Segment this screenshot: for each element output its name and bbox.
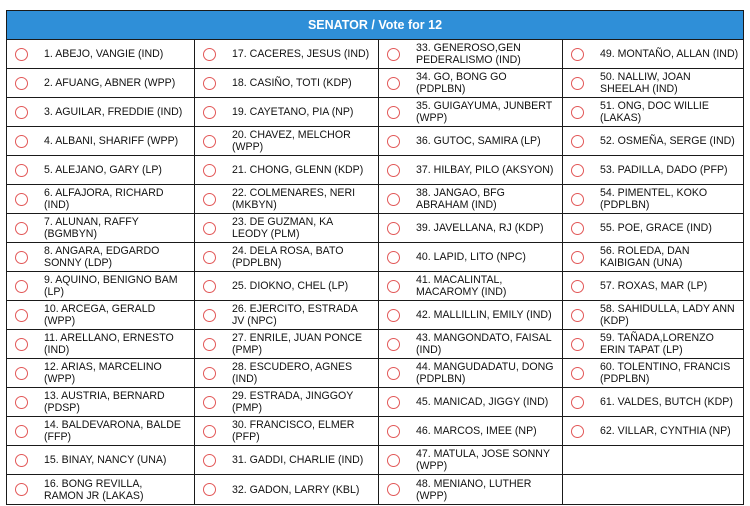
candidate-name: 36. GUTOC, SAMIRA (LP) bbox=[416, 135, 541, 147]
candidate-option[interactable] bbox=[195, 417, 379, 446]
candidate-option[interactable] bbox=[195, 243, 379, 272]
candidate-name: 11. ARELLANO, ERNESTO (IND) bbox=[44, 332, 174, 356]
vote-oval[interactable] bbox=[15, 483, 28, 496]
vote-oval[interactable] bbox=[571, 106, 584, 119]
candidate-option[interactable] bbox=[379, 417, 563, 446]
vote-oval[interactable] bbox=[203, 106, 216, 119]
candidate-name: 54. PIMENTEL, KOKO (PDPLBN) bbox=[600, 187, 708, 211]
candidate-option[interactable] bbox=[7, 156, 195, 185]
candidate-option[interactable] bbox=[7, 475, 195, 504]
candidate-name: 13. AUSTRIA, BERNARD (PDSP) bbox=[44, 390, 165, 414]
candidate-option[interactable] bbox=[563, 243, 743, 272]
vote-oval[interactable] bbox=[203, 280, 216, 293]
candidate-name: 12. ARIAS, MARCELINO (WPP) bbox=[44, 361, 162, 385]
candidate-name: 33. GENEROSO,GEN PEDERALISMO (IND) bbox=[416, 42, 521, 66]
candidate-name: 53. PADILLA, DADO (PFP) bbox=[600, 164, 728, 176]
vote-oval[interactable] bbox=[203, 251, 216, 264]
candidate-option[interactable] bbox=[563, 69, 743, 98]
vote-oval[interactable] bbox=[387, 135, 400, 148]
candidate-name: 23. DE GUZMAN, KA LEODY (PLM) bbox=[232, 216, 334, 240]
candidate-name: 47. MATULA, JOSE SONNY (WPP) bbox=[416, 448, 551, 472]
candidate-option[interactable] bbox=[563, 40, 743, 69]
vote-oval[interactable] bbox=[571, 135, 584, 148]
candidate-option[interactable] bbox=[195, 330, 379, 359]
vote-oval[interactable] bbox=[387, 164, 400, 177]
candidate-name: 57. ROXAS, MAR (LP) bbox=[600, 280, 708, 292]
vote-oval[interactable] bbox=[15, 135, 28, 148]
candidate-name: 55. POE, GRACE (IND) bbox=[600, 222, 712, 234]
vote-oval[interactable] bbox=[203, 164, 216, 177]
candidate-name: 34. GO, BONG GO (PDPLBN) bbox=[416, 71, 507, 95]
candidate-name: 9. AQUINO, BENIGNO BAM (LP) bbox=[44, 274, 178, 298]
candidate-option[interactable] bbox=[379, 185, 563, 214]
vote-oval[interactable] bbox=[203, 454, 216, 467]
candidate-option[interactable] bbox=[7, 214, 195, 243]
vote-oval[interactable] bbox=[15, 396, 28, 409]
vote-oval[interactable] bbox=[203, 483, 216, 496]
vote-oval[interactable] bbox=[387, 106, 400, 119]
empty-cell bbox=[563, 446, 743, 475]
candidate-option[interactable] bbox=[563, 156, 743, 185]
senator-ballot bbox=[6, 10, 744, 505]
vote-oval[interactable] bbox=[571, 396, 584, 409]
vote-oval[interactable] bbox=[203, 222, 216, 235]
vote-oval[interactable] bbox=[571, 77, 584, 90]
candidate-option[interactable] bbox=[379, 446, 563, 475]
candidate-name: 38. JANGAO, BFG ABRAHAM (IND) bbox=[416, 187, 505, 211]
candidate-option[interactable] bbox=[195, 359, 379, 388]
candidate-option[interactable] bbox=[195, 127, 379, 156]
candidate-option[interactable] bbox=[7, 446, 195, 475]
vote-oval[interactable] bbox=[203, 193, 216, 206]
candidate-option[interactable] bbox=[7, 417, 195, 446]
candidate-option[interactable] bbox=[195, 40, 379, 69]
candidate-option[interactable] bbox=[563, 388, 743, 417]
vote-oval[interactable] bbox=[15, 367, 28, 380]
vote-oval[interactable] bbox=[15, 425, 28, 438]
candidate-name: 37. HILBAY, PILO (AKSYON) bbox=[416, 164, 554, 176]
candidate-name: 24. DELA ROSA, BATO (PDPLBN) bbox=[232, 245, 344, 269]
vote-oval[interactable] bbox=[15, 48, 28, 61]
vote-oval[interactable] bbox=[571, 309, 584, 322]
candidate-name: 28. ESCUDERO, AGNES (IND) bbox=[232, 361, 353, 385]
vote-oval[interactable] bbox=[387, 280, 400, 293]
vote-oval[interactable] bbox=[387, 425, 400, 438]
candidate-name: 45. MANICAD, JIGGY (IND) bbox=[416, 396, 549, 408]
candidate-option[interactable] bbox=[7, 127, 195, 156]
vote-oval[interactable] bbox=[203, 425, 216, 438]
candidate-name: 8. ANGARA, EDGARDO SONNY (LDP) bbox=[44, 245, 160, 269]
candidate-name: 2. AFUANG, ABNER (WPP) bbox=[44, 77, 176, 89]
candidate-name: 40. LAPID, LITO (NPC) bbox=[416, 251, 526, 263]
vote-oval[interactable] bbox=[203, 48, 216, 61]
candidate-option[interactable] bbox=[7, 40, 195, 69]
vote-oval[interactable] bbox=[387, 483, 400, 496]
candidate-name: 35. GUIGAYUMA, JUNBERT (WPP) bbox=[416, 100, 553, 124]
candidate-option[interactable] bbox=[563, 272, 743, 301]
candidate-option[interactable] bbox=[7, 243, 195, 272]
vote-oval[interactable] bbox=[387, 396, 400, 409]
candidate-name: 52. OSMEÑA, SERGE (IND) bbox=[600, 135, 735, 147]
vote-oval[interactable] bbox=[15, 454, 28, 467]
candidate-option[interactable] bbox=[563, 417, 743, 446]
candidate-option[interactable] bbox=[563, 214, 743, 243]
candidate-name: 16. BONG REVILLA, RAMON JR (LAKAS) bbox=[44, 477, 144, 502]
vote-oval[interactable] bbox=[387, 367, 400, 380]
candidate-option[interactable] bbox=[195, 272, 379, 301]
candidate-option[interactable] bbox=[195, 69, 379, 98]
candidate-option[interactable] bbox=[379, 359, 563, 388]
candidate-option[interactable] bbox=[379, 40, 563, 69]
vote-oval[interactable] bbox=[571, 48, 584, 61]
vote-oval[interactable] bbox=[15, 338, 28, 351]
candidate-name: 4. ALBANI, SHARIFF (WPP) bbox=[44, 135, 179, 147]
vote-oval[interactable] bbox=[387, 251, 400, 264]
candidate-name: 58. SAHIDULLA, LADY ANN (KDP) bbox=[600, 303, 735, 327]
candidate-option[interactable] bbox=[7, 69, 195, 98]
vote-oval[interactable] bbox=[203, 309, 216, 322]
vote-oval[interactable] bbox=[387, 338, 400, 351]
vote-oval[interactable] bbox=[203, 396, 216, 409]
candidate-name: 25. DIOKNO, CHEL (LP) bbox=[232, 280, 349, 292]
vote-oval[interactable] bbox=[203, 367, 216, 380]
vote-oval[interactable] bbox=[571, 280, 584, 293]
candidate-name: 42. MALLILLIN, EMILY (IND) bbox=[416, 309, 552, 321]
candidate-option[interactable] bbox=[379, 388, 563, 417]
candidate-option[interactable] bbox=[379, 127, 563, 156]
candidate-option[interactable] bbox=[195, 214, 379, 243]
candidate-name: 18. CASIÑO, TOTI (KDP) bbox=[232, 77, 352, 89]
candidate-name: 17. CACERES, JESUS (IND) bbox=[232, 48, 370, 60]
candidate-option[interactable] bbox=[195, 475, 379, 504]
candidate-name: 59. TAÑADA,LORENZO ERIN TAPAT (LP) bbox=[600, 332, 714, 356]
candidate-option[interactable] bbox=[7, 388, 195, 417]
candidate-option[interactable] bbox=[379, 272, 563, 301]
vote-oval[interactable] bbox=[571, 367, 584, 380]
candidate-name: 61. VALDES, BUTCH (KDP) bbox=[600, 396, 733, 408]
candidate-name: 14. BALDEVARONA, BALDE (FFP) bbox=[44, 419, 181, 443]
candidate-name: 19. CAYETANO, PIA (NP) bbox=[232, 106, 354, 118]
candidate-name: 20. CHAVEZ, MELCHOR (WPP) bbox=[232, 129, 351, 153]
vote-oval[interactable] bbox=[387, 222, 400, 235]
vote-oval[interactable] bbox=[15, 164, 28, 177]
vote-oval[interactable] bbox=[387, 454, 400, 467]
candidate-name: 29. ESTRADA, JINGGOY (PMP) bbox=[232, 390, 354, 414]
candidate-option[interactable] bbox=[7, 330, 195, 359]
candidate-option[interactable] bbox=[195, 301, 379, 330]
vote-oval[interactable] bbox=[571, 338, 584, 351]
candidate-option[interactable] bbox=[379, 214, 563, 243]
candidate-grid bbox=[7, 40, 743, 504]
candidate-name: 48. MENIANO, LUTHER (WPP) bbox=[416, 477, 532, 502]
candidate-name: 30. FRANCISCO, ELMER (PFP) bbox=[232, 419, 355, 443]
candidate-option[interactable] bbox=[195, 185, 379, 214]
candidate-option[interactable] bbox=[195, 446, 379, 475]
candidate-option[interactable] bbox=[7, 98, 195, 127]
vote-oval[interactable] bbox=[15, 106, 28, 119]
vote-oval[interactable] bbox=[15, 193, 28, 206]
candidate-name: 3. AGUILAR, FREDDIE (IND) bbox=[44, 106, 183, 118]
candidate-option[interactable] bbox=[563, 127, 743, 156]
candidate-option[interactable] bbox=[7, 272, 195, 301]
candidate-option[interactable] bbox=[379, 98, 563, 127]
vote-oval[interactable] bbox=[203, 338, 216, 351]
candidate-name: 51. ONG, DOC WILLIE (LAKAS) bbox=[600, 100, 709, 124]
candidate-name: 44. MANGUDADATU, DONG (PDPLBN) bbox=[416, 361, 554, 385]
ballot-header bbox=[7, 11, 743, 40]
candidate-option[interactable] bbox=[379, 330, 563, 359]
candidate-name: 22. COLMENARES, NERI (MKBYN) bbox=[232, 187, 356, 211]
vote-oval[interactable] bbox=[15, 77, 28, 90]
candidate-name: 41. MACALINTAL, MACAROMY (IND) bbox=[416, 274, 507, 298]
candidate-name: 27. ENRILE, JUAN PONCE (PMP) bbox=[232, 332, 363, 356]
candidate-option[interactable] bbox=[7, 359, 195, 388]
empty-cell bbox=[563, 475, 743, 504]
candidate-option[interactable] bbox=[379, 243, 563, 272]
vote-oval[interactable] bbox=[15, 280, 28, 293]
candidate-name: 46. MARCOS, IMEE (NP) bbox=[416, 425, 537, 437]
candidate-option[interactable] bbox=[379, 156, 563, 185]
vote-oval[interactable] bbox=[571, 425, 584, 438]
candidate-option[interactable] bbox=[379, 301, 563, 330]
vote-oval[interactable] bbox=[203, 135, 216, 148]
candidate-name: 1. ABEJO, VANGIE (IND) bbox=[44, 48, 164, 60]
vote-oval[interactable] bbox=[15, 251, 28, 264]
candidate-option[interactable] bbox=[563, 330, 743, 359]
candidate-name: 50. NALLIW, JOAN SHEELAH (IND) bbox=[600, 71, 691, 95]
candidate-name: 6. ALFAJORA, RICHARD (IND) bbox=[44, 187, 164, 211]
vote-oval[interactable] bbox=[387, 309, 400, 322]
candidate-name: 39. JAVELLANA, RJ (KDP) bbox=[416, 222, 544, 234]
vote-oval[interactable] bbox=[571, 164, 584, 177]
candidate-option[interactable] bbox=[379, 69, 563, 98]
candidate-option[interactable] bbox=[563, 301, 743, 330]
candidate-option[interactable] bbox=[195, 388, 379, 417]
vote-oval[interactable] bbox=[571, 222, 584, 235]
candidate-option[interactable] bbox=[379, 475, 563, 504]
candidate-name: 5. ALEJANO, GARY (LP) bbox=[44, 164, 162, 176]
candidate-name: 15. BINAY, NANCY (UNA) bbox=[44, 454, 167, 466]
candidate-option[interactable] bbox=[7, 185, 195, 214]
candidate-name: 26. EJERCITO, ESTRADA JV (NPC) bbox=[232, 303, 358, 327]
candidate-name: 60. TOLENTINO, FRANCIS (PDPLBN) bbox=[600, 361, 731, 385]
candidate-name: 31. GADDI, CHARLIE (IND) bbox=[232, 454, 364, 466]
vote-oval[interactable] bbox=[15, 222, 28, 235]
vote-oval[interactable] bbox=[203, 77, 216, 90]
candidate-option[interactable] bbox=[563, 185, 743, 214]
candidate-option[interactable] bbox=[563, 359, 743, 388]
candidate-name: 49. MONTAÑO, ALLAN (IND) bbox=[600, 48, 739, 60]
vote-oval[interactable] bbox=[15, 309, 28, 322]
candidate-option[interactable] bbox=[195, 156, 379, 185]
vote-oval[interactable] bbox=[387, 48, 400, 61]
vote-oval[interactable] bbox=[571, 193, 584, 206]
candidate-name: 21. CHONG, GLENN (KDP) bbox=[232, 164, 364, 176]
candidate-name: 32. GADON, LARRY (KBL) bbox=[232, 483, 360, 496]
candidate-name: 10. ARCEGA, GERALD (WPP) bbox=[44, 303, 156, 327]
candidate-option[interactable] bbox=[7, 301, 195, 330]
vote-oval[interactable] bbox=[387, 77, 400, 90]
candidate-name: 62. VILLAR, CYNTHIA (NP) bbox=[600, 425, 731, 437]
candidate-name: 7. ALUNAN, RAFFY (BGMBYN) bbox=[44, 216, 139, 240]
ballot-title: SENATOR / Vote for 12 bbox=[307, 18, 443, 32]
candidate-option[interactable] bbox=[563, 98, 743, 127]
candidate-name: 43. MANGONDATO, FAISAL (IND) bbox=[416, 332, 552, 356]
vote-oval[interactable] bbox=[571, 251, 584, 264]
vote-oval[interactable] bbox=[387, 193, 400, 206]
candidate-name: 56. ROLEDA, DAN KAIBIGAN (UNA) bbox=[600, 245, 690, 269]
candidate-option[interactable] bbox=[195, 98, 379, 127]
